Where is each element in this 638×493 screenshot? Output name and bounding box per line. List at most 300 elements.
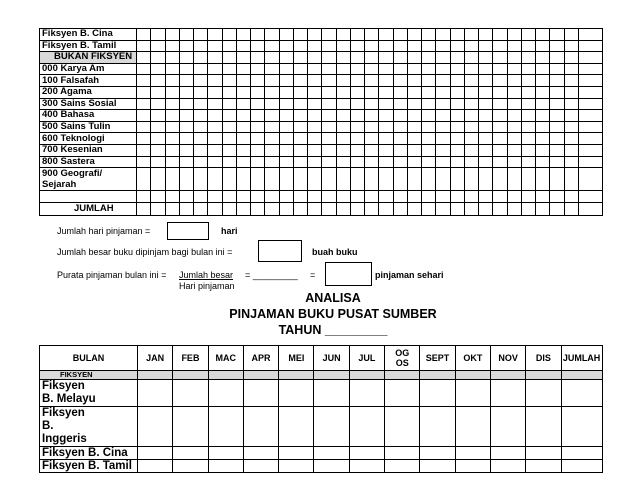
tally-cell[interactable]	[536, 98, 550, 110]
tally-cell[interactable]	[365, 202, 379, 215]
tally-cell[interactable]	[179, 156, 193, 168]
month-cell[interactable]	[490, 447, 525, 460]
tally-cell[interactable]	[407, 191, 421, 203]
tally-cell[interactable]	[350, 191, 364, 203]
tally-cell[interactable]	[464, 191, 478, 203]
tally-cell[interactable]	[365, 52, 379, 64]
tally-cell[interactable]	[165, 63, 179, 75]
tally-cell[interactable]	[436, 144, 450, 156]
tally-cell[interactable]	[550, 191, 564, 203]
tally-cell[interactable]	[379, 29, 393, 41]
tally-cell[interactable]	[564, 121, 578, 133]
tally-cell[interactable]	[265, 75, 279, 87]
tally-cell[interactable]	[236, 98, 250, 110]
tally-cell[interactable]	[137, 121, 151, 133]
tally-cell[interactable]	[336, 202, 350, 215]
tally-cell[interactable]	[564, 144, 578, 156]
tally-cell[interactable]	[550, 168, 564, 191]
tally-cell[interactable]	[322, 202, 336, 215]
tally-cell[interactable]	[507, 40, 521, 52]
tally-cell[interactable]	[308, 86, 322, 98]
tally-cell[interactable]	[251, 75, 265, 87]
tally-cell[interactable]	[564, 168, 578, 191]
tally-cell[interactable]	[165, 86, 179, 98]
tally-cell[interactable]	[137, 191, 151, 203]
tally-cell[interactable]	[422, 156, 436, 168]
tally-cell[interactable]	[407, 202, 421, 215]
tally-cell[interactable]	[350, 110, 364, 122]
month-cell[interactable]	[138, 407, 173, 447]
tally-cell[interactable]	[336, 133, 350, 145]
tally-cell[interactable]	[236, 168, 250, 191]
tally-cell[interactable]	[151, 75, 165, 87]
tally-cell[interactable]	[436, 156, 450, 168]
tally-cell[interactable]	[279, 40, 293, 52]
tally-cell[interactable]	[564, 86, 578, 98]
tally-cell[interactable]	[493, 133, 507, 145]
tally-cell[interactable]	[265, 40, 279, 52]
tally-cell[interactable]	[578, 98, 602, 110]
tally-cell[interactable]	[550, 75, 564, 87]
tally-cell[interactable]	[194, 75, 208, 87]
tally-cell[interactable]	[379, 110, 393, 122]
tally-cell[interactable]	[479, 202, 493, 215]
tally-cell[interactable]	[151, 86, 165, 98]
tally-cell[interactable]	[507, 121, 521, 133]
tally-cell[interactable]	[308, 75, 322, 87]
month-cell[interactable]	[420, 380, 455, 407]
tally-cell[interactable]	[293, 144, 307, 156]
tally-cell[interactable]	[393, 98, 407, 110]
tally-cell[interactable]	[265, 63, 279, 75]
tally-cell[interactable]	[322, 110, 336, 122]
month-cell[interactable]	[279, 407, 314, 447]
tally-cell[interactable]	[194, 98, 208, 110]
tally-cell[interactable]	[179, 202, 193, 215]
tally-cell[interactable]	[536, 86, 550, 98]
tally-cell[interactable]	[464, 110, 478, 122]
tally-cell[interactable]	[450, 144, 464, 156]
tally-cell[interactable]	[322, 98, 336, 110]
tally-cell[interactable]	[293, 52, 307, 64]
tally-cell[interactable]	[265, 156, 279, 168]
tally-cell[interactable]	[236, 191, 250, 203]
tally-cell[interactable]	[194, 63, 208, 75]
tally-cell[interactable]	[536, 29, 550, 41]
tally-cell[interactable]	[436, 121, 450, 133]
tally-cell[interactable]	[479, 133, 493, 145]
tally-cell[interactable]	[279, 63, 293, 75]
tally-cell[interactable]	[137, 52, 151, 64]
tally-cell[interactable]	[493, 156, 507, 168]
tally-cell[interactable]	[208, 144, 222, 156]
tally-cell[interactable]	[536, 40, 550, 52]
tally-cell[interactable]	[137, 98, 151, 110]
tally-cell[interactable]	[208, 191, 222, 203]
tally-cell[interactable]	[322, 40, 336, 52]
tally-cell[interactable]	[550, 121, 564, 133]
tally-cell[interactable]	[564, 52, 578, 64]
tally-cell[interactable]	[578, 40, 602, 52]
tally-cell[interactable]	[336, 110, 350, 122]
tally-cell[interactable]	[137, 144, 151, 156]
tally-cell[interactable]	[521, 29, 535, 41]
tally-cell[interactable]	[493, 29, 507, 41]
tally-cell[interactable]	[279, 168, 293, 191]
tally-cell[interactable]	[265, 52, 279, 64]
month-cell[interactable]	[314, 460, 349, 473]
tally-cell[interactable]	[308, 202, 322, 215]
tally-cell[interactable]	[407, 75, 421, 87]
tally-cell[interactable]	[236, 52, 250, 64]
tally-cell[interactable]	[322, 156, 336, 168]
tally-cell[interactable]	[151, 133, 165, 145]
tally-cell[interactable]	[550, 52, 564, 64]
tally-cell[interactable]	[236, 121, 250, 133]
tally-cell[interactable]	[293, 121, 307, 133]
tally-cell[interactable]	[350, 133, 364, 145]
tally-cell[interactable]	[308, 110, 322, 122]
tally-cell[interactable]	[365, 133, 379, 145]
tally-cell[interactable]	[365, 144, 379, 156]
tally-cell[interactable]	[464, 156, 478, 168]
month-cell[interactable]	[420, 460, 455, 473]
tally-cell[interactable]	[322, 144, 336, 156]
tally-cell[interactable]	[422, 144, 436, 156]
tally-cell[interactable]	[536, 75, 550, 87]
tally-cell[interactable]	[251, 63, 265, 75]
tally-cell[interactable]	[564, 133, 578, 145]
tally-cell[interactable]	[422, 110, 436, 122]
tally-cell[interactable]	[293, 63, 307, 75]
tally-cell[interactable]	[464, 86, 478, 98]
tally-cell[interactable]	[493, 110, 507, 122]
tally-cell[interactable]	[365, 191, 379, 203]
tally-cell[interactable]	[179, 63, 193, 75]
tally-cell[interactable]	[464, 63, 478, 75]
tally-cell[interactable]	[479, 121, 493, 133]
month-cell[interactable]	[420, 407, 455, 447]
tally-cell[interactable]	[236, 110, 250, 122]
tally-cell[interactable]	[222, 121, 236, 133]
tally-cell[interactable]	[550, 110, 564, 122]
month-cell[interactable]	[349, 460, 384, 473]
tally-cell[interactable]	[379, 121, 393, 133]
tally-cell[interactable]	[578, 202, 602, 215]
tally-cell[interactable]	[536, 202, 550, 215]
tally-cell[interactable]	[350, 63, 364, 75]
tally-cell[interactable]	[236, 63, 250, 75]
tally-cell[interactable]	[493, 98, 507, 110]
tally-cell[interactable]	[165, 121, 179, 133]
tally-cell[interactable]	[265, 29, 279, 41]
tally-cell[interactable]	[179, 110, 193, 122]
tally-cell[interactable]	[208, 98, 222, 110]
tally-cell[interactable]	[422, 168, 436, 191]
tally-cell[interactable]	[550, 133, 564, 145]
tally-cell[interactable]	[308, 29, 322, 41]
tally-cell[interactable]	[464, 202, 478, 215]
tally-cell[interactable]	[279, 202, 293, 215]
month-cell[interactable]	[279, 380, 314, 407]
tally-cell[interactable]	[422, 40, 436, 52]
tally-cell[interactable]	[222, 144, 236, 156]
tally-cell[interactable]	[308, 156, 322, 168]
tally-cell[interactable]	[194, 191, 208, 203]
tally-cell[interactable]	[393, 63, 407, 75]
tally-cell[interactable]	[493, 40, 507, 52]
tally-cell[interactable]	[521, 86, 535, 98]
tally-cell[interactable]	[165, 156, 179, 168]
tally-cell[interactable]	[365, 121, 379, 133]
tally-cell[interactable]	[393, 121, 407, 133]
tally-cell[interactable]	[564, 75, 578, 87]
tally-cell[interactable]	[208, 75, 222, 87]
tally-cell[interactable]	[521, 191, 535, 203]
tally-cell[interactable]	[137, 168, 151, 191]
tally-cell[interactable]	[564, 63, 578, 75]
tally-cell[interactable]	[336, 98, 350, 110]
tally-cell[interactable]	[293, 156, 307, 168]
tally-cell[interactable]	[336, 121, 350, 133]
tally-cell[interactable]	[293, 133, 307, 145]
tally-cell[interactable]	[279, 86, 293, 98]
tally-cell[interactable]	[222, 202, 236, 215]
tally-cell[interactable]	[578, 86, 602, 98]
tally-cell[interactable]	[407, 121, 421, 133]
tally-cell[interactable]	[365, 29, 379, 41]
tally-cell[interactable]	[450, 121, 464, 133]
tally-cell[interactable]	[308, 168, 322, 191]
tally-cell[interactable]	[479, 168, 493, 191]
month-cell[interactable]	[385, 447, 420, 460]
tally-cell[interactable]	[251, 144, 265, 156]
month-cell[interactable]	[561, 460, 602, 473]
tally-cell[interactable]	[165, 52, 179, 64]
tally-cell[interactable]	[308, 133, 322, 145]
tally-cell[interactable]	[422, 191, 436, 203]
tally-cell[interactable]	[493, 191, 507, 203]
tally-cell[interactable]	[222, 75, 236, 87]
tally-cell[interactable]	[308, 40, 322, 52]
tally-cell[interactable]	[308, 121, 322, 133]
tally-cell[interactable]	[350, 202, 364, 215]
tally-cell[interactable]	[507, 86, 521, 98]
tally-cell[interactable]	[450, 156, 464, 168]
tally-cell[interactable]	[422, 63, 436, 75]
tally-cell[interactable]	[236, 75, 250, 87]
tally-cell[interactable]	[251, 133, 265, 145]
tally-cell[interactable]	[407, 52, 421, 64]
tally-cell[interactable]	[165, 168, 179, 191]
tally-cell[interactable]	[151, 121, 165, 133]
tally-cell[interactable]	[165, 144, 179, 156]
tally-cell[interactable]	[493, 168, 507, 191]
tally-cell[interactable]	[208, 40, 222, 52]
tally-cell[interactable]	[279, 98, 293, 110]
tally-cell[interactable]	[336, 52, 350, 64]
tally-cell[interactable]	[251, 86, 265, 98]
tally-cell[interactable]	[222, 40, 236, 52]
tally-cell[interactable]	[578, 110, 602, 122]
tally-cell[interactable]	[550, 98, 564, 110]
tally-cell[interactable]	[578, 133, 602, 145]
month-cell[interactable]	[208, 460, 243, 473]
tally-cell[interactable]	[521, 202, 535, 215]
tally-cell[interactable]	[350, 40, 364, 52]
tally-cell[interactable]	[350, 86, 364, 98]
tally-cell[interactable]	[521, 121, 535, 133]
tally-cell[interactable]	[479, 98, 493, 110]
tally-cell[interactable]	[165, 110, 179, 122]
tally-cell[interactable]	[251, 52, 265, 64]
tally-cell[interactable]	[236, 133, 250, 145]
tally-cell[interactable]	[293, 110, 307, 122]
tally-cell[interactable]	[578, 156, 602, 168]
tally-cell[interactable]	[564, 202, 578, 215]
tally-cell[interactable]	[422, 121, 436, 133]
tally-cell[interactable]	[279, 75, 293, 87]
tally-cell[interactable]	[236, 29, 250, 41]
tally-cell[interactable]	[251, 168, 265, 191]
tally-cell[interactable]	[536, 52, 550, 64]
tally-cell[interactable]	[137, 86, 151, 98]
tally-cell[interactable]	[393, 168, 407, 191]
tally-cell[interactable]	[464, 52, 478, 64]
tally-cell[interactable]	[407, 156, 421, 168]
tally-cell[interactable]	[507, 202, 521, 215]
tally-cell[interactable]	[479, 156, 493, 168]
month-cell[interactable]	[208, 380, 243, 407]
tally-cell[interactable]	[521, 75, 535, 87]
days-input-box[interactable]	[167, 222, 209, 240]
tally-cell[interactable]	[464, 75, 478, 87]
month-cell[interactable]	[455, 447, 490, 460]
tally-cell[interactable]	[479, 86, 493, 98]
tally-cell[interactable]	[365, 86, 379, 98]
tally-cell[interactable]	[493, 144, 507, 156]
tally-cell[interactable]	[265, 98, 279, 110]
tally-cell[interactable]	[550, 63, 564, 75]
tally-cell[interactable]	[393, 86, 407, 98]
tally-cell[interactable]	[578, 63, 602, 75]
books-input-box[interactable]	[258, 240, 302, 262]
tally-cell[interactable]	[308, 191, 322, 203]
tally-cell[interactable]	[407, 86, 421, 98]
tally-cell[interactable]	[450, 86, 464, 98]
tally-cell[interactable]	[236, 202, 250, 215]
tally-cell[interactable]	[564, 29, 578, 41]
tally-cell[interactable]	[436, 191, 450, 203]
tally-cell[interactable]	[493, 202, 507, 215]
tally-cell[interactable]	[450, 110, 464, 122]
tally-cell[interactable]	[379, 202, 393, 215]
tally-cell[interactable]	[165, 191, 179, 203]
tally-cell[interactable]	[422, 86, 436, 98]
month-cell[interactable]	[243, 447, 278, 460]
tally-cell[interactable]	[236, 40, 250, 52]
tally-cell[interactable]	[507, 98, 521, 110]
tally-cell[interactable]	[279, 52, 293, 64]
tally-cell[interactable]	[322, 133, 336, 145]
tally-cell[interactable]	[536, 168, 550, 191]
tally-cell[interactable]	[493, 52, 507, 64]
tally-cell[interactable]	[422, 202, 436, 215]
tally-cell[interactable]	[407, 168, 421, 191]
tally-cell[interactable]	[350, 98, 364, 110]
tally-cell[interactable]	[536, 110, 550, 122]
tally-cell[interactable]	[550, 144, 564, 156]
tally-cell[interactable]	[179, 86, 193, 98]
tally-cell[interactable]	[450, 98, 464, 110]
tally-cell[interactable]	[578, 29, 602, 41]
month-cell[interactable]	[385, 460, 420, 473]
tally-cell[interactable]	[521, 98, 535, 110]
tally-cell[interactable]	[336, 168, 350, 191]
tally-cell[interactable]	[407, 144, 421, 156]
tally-cell[interactable]	[464, 121, 478, 133]
month-cell[interactable]	[561, 407, 602, 447]
tally-cell[interactable]	[322, 191, 336, 203]
month-cell[interactable]	[526, 447, 561, 460]
tally-cell[interactable]	[251, 191, 265, 203]
tally-cell[interactable]	[521, 156, 535, 168]
tally-cell[interactable]	[222, 52, 236, 64]
tally-cell[interactable]	[436, 168, 450, 191]
tally-cell[interactable]	[194, 29, 208, 41]
tally-cell[interactable]	[450, 191, 464, 203]
tally-cell[interactable]	[308, 144, 322, 156]
tally-cell[interactable]	[564, 156, 578, 168]
tally-cell[interactable]	[151, 110, 165, 122]
tally-cell[interactable]	[293, 40, 307, 52]
tally-cell[interactable]	[251, 98, 265, 110]
tally-cell[interactable]	[379, 52, 393, 64]
tally-cell[interactable]	[564, 191, 578, 203]
tally-cell[interactable]	[564, 110, 578, 122]
tally-cell[interactable]	[279, 156, 293, 168]
tally-cell[interactable]	[578, 121, 602, 133]
tally-cell[interactable]	[336, 63, 350, 75]
tally-cell[interactable]	[422, 98, 436, 110]
tally-cell[interactable]	[379, 86, 393, 98]
tally-cell[interactable]	[365, 110, 379, 122]
tally-cell[interactable]	[507, 156, 521, 168]
tally-cell[interactable]	[179, 168, 193, 191]
tally-cell[interactable]	[251, 202, 265, 215]
tally-cell[interactable]	[350, 75, 364, 87]
tally-cell[interactable]	[222, 191, 236, 203]
tally-cell[interactable]	[350, 144, 364, 156]
tally-cell[interactable]	[493, 86, 507, 98]
tally-cell[interactable]	[208, 121, 222, 133]
tally-cell[interactable]	[436, 110, 450, 122]
tally-cell[interactable]	[379, 168, 393, 191]
month-cell[interactable]	[526, 407, 561, 447]
tally-cell[interactable]	[336, 86, 350, 98]
tally-cell[interactable]	[507, 29, 521, 41]
tally-cell[interactable]	[578, 144, 602, 156]
tally-cell[interactable]	[350, 121, 364, 133]
tally-cell[interactable]	[279, 133, 293, 145]
tally-cell[interactable]	[151, 144, 165, 156]
month-cell[interactable]	[138, 460, 173, 473]
tally-cell[interactable]	[507, 110, 521, 122]
month-cell[interactable]	[526, 460, 561, 473]
tally-cell[interactable]	[265, 110, 279, 122]
tally-cell[interactable]	[265, 144, 279, 156]
tally-cell[interactable]	[137, 110, 151, 122]
